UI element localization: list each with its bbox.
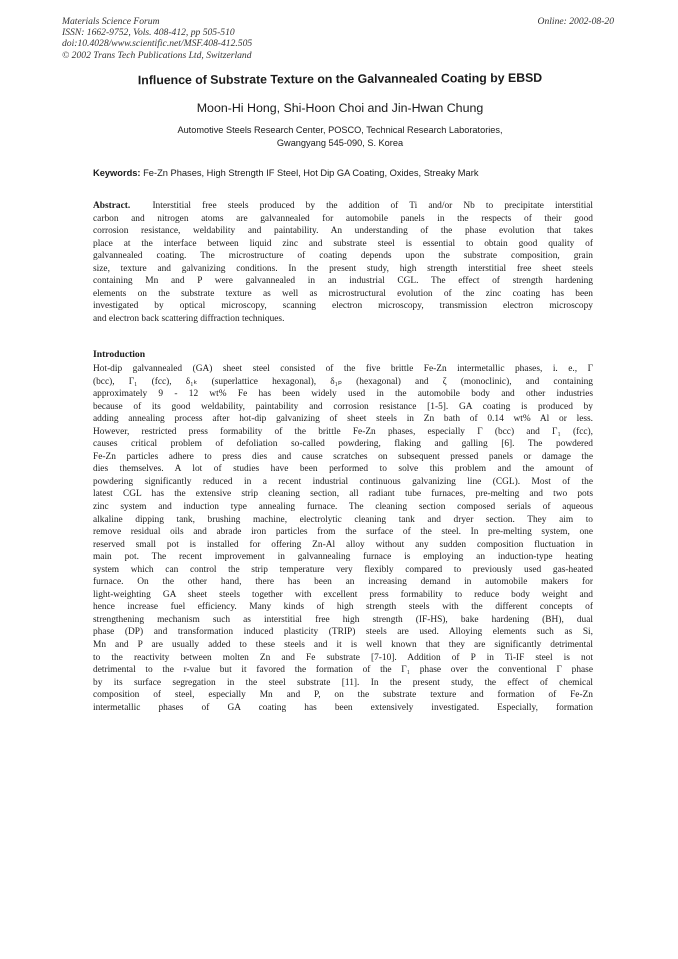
paper-title: Influence of Substrate Texture on the Galvannealed Coating by EBSD [137,70,543,88]
abstract-line-text: Interstitial free steels produced by the addition of Ti and/or Nb to precipitate interstitial [152,201,593,211]
intro-line: intermetallic phases of GA coating has been extensively investigated. Especially, formation [93,702,593,713]
journal-name: Materials Science Forum [62,16,160,27]
abstract [93,200,593,325]
abstract-line: investigated by optical microscopy, scanning electron microscopy, transmission electron microscopy [93,301,593,312]
intro-line: main pot. The recent improvement in galvannealing furnace is employing an induction-type heating [93,552,593,563]
intro-line: by its surface segregation in the steel substrate [11]. In the present study, the effect of chemical [93,677,593,688]
journal-header [62,16,252,61]
intro-line: remove residual oils and abrade iron particles from the surface of the steel. In pre-melting system, one [93,527,593,538]
affiliation-line: Gwangyang 545-090, S. Korea [276,137,404,148]
intro-line: Fe-Zn particles adhere to press dies and cause scratches on subsequent pressed panels or damage the [93,451,593,462]
introduction-body [93,363,593,714]
online-date: Online: 2002-08-20 [537,16,614,27]
intro-line: furnace. On the other hand, there has been an increasing demand in automobile makers for [93,577,593,588]
intro-line: approximately 9 - 12 wt% Fe has been widely used in the automobile body and other industries [93,389,593,400]
intro-line: dies themselves. A lot of studies have been performed to solve this problem and the amount of [93,464,593,475]
abstract-line: place at the interface between liquid zinc and substrate steel is essential to obtain good quality of [93,238,593,249]
abstract-line [93,200,593,213]
intro-line: reserved small pot is installed for offering Zn-Al alloy without any sudden composition fluctuation in [93,539,593,550]
affiliation [60,124,620,149]
intro-line: strengthening mechanism such as interstitial free high strength (IF-HS), bake hardening (BH), dual [93,614,593,625]
intro-line: adding annealing process after hot-dip galvanizing of sheet steels in Zn bath of 0.14 wt% Al or less. [93,414,593,425]
abstract-line: and electron back scattering diffraction techniques. [93,313,285,324]
intro-line: Mn and P are usually added to these steels and it is well known that they are significantly detrimental [93,640,593,651]
doi-line: doi:10.4028/www.scientific.net/MSF.408-412.505 [62,38,253,50]
abstract-label: Abstract. [93,201,131,211]
intro-line: to the reactivity between molten Zn and Fe substrate [7-10]. Addition of P in Ti-IF steel is not [93,652,593,663]
keywords-label: Keywords: [93,168,141,178]
intro-line: detrimental to the r-value but it favored the formation of the Γ₁ phase over the conventional Γ phase [93,665,593,676]
abstract-line: corrosion resistance, weldability and paintability. An understanding of the phase evolution that takes [93,226,593,237]
intro-line: zinc system and induction type annealing furnace. The cleaning section composed serials of aqueous [93,502,593,513]
abstract-line: size, texture and galvanizing conditions. In the present study, high strength interstitial free sheet steels [93,263,593,274]
issn-line: ISSN: 1662-9752, Vols. 408-412, pp 505-510 [62,27,235,39]
paper-authors: Moon-Hi Hong, Shi-Hoon Choi and Jin-Hwan Chung [196,101,484,115]
intro-line: because of its good weldability, paintability and corrosion resistance [1-5]. GA coating is produced by [93,401,593,412]
intro-line: powdering significantly reduced in a recent industrial continuous galvanizing line (CGL). Most of the [93,476,593,487]
copyright-line: © 2002 Trans Tech Publications Ltd, Switzerland [62,49,252,61]
intro-line: latest CGL has the extensive strip cleaning section, all radiant tube furnaces, pre-melting and two pots [93,489,593,500]
keywords [93,168,478,178]
intro-line: phase (DP) and transformation induced plasticity (TRIP) steels are used. Alloying elements such as Si, [93,627,593,638]
intro-line: hence increase fuel efficiency. Many kinds of high strength steels with the different concepts of [93,602,593,613]
intro-line: system which can control the strip temperature very flexibly compared to previously used gas-heated [93,564,593,575]
intro-line: (bcc), Γ₁ (fcc), δ₁ₖ (superlattice hexagonal), δ₁ₚ (hexagonal) and ζ (monoclinic), and containing [93,376,593,387]
intro-line: causes critical problem of defoliation so-called powdering, flaking and galling [6]. The powdered [93,439,593,450]
intro-line: light-weighting GA sheet steels together with excellent press formability to reduce body weight and [93,589,593,600]
keywords-text: Fe-Zn Phases, High Strength IF Steel, Hot Dip GA Coating, Oxides, Streaky Mark [143,168,479,178]
intro-line: alkaline dipping tank, brushing machine, electrolytic cleaning tank and dryer section. They aim to [93,514,593,525]
section-heading-introduction: Introduction [93,349,146,360]
intro-line: Hot-dip galvannealed (GA) sheet steel consisted of the five brittle Fe-Zn intermetallic phases, i. e., Γ [93,364,593,374]
abstract-line: carbon and nitrogen atoms are galvannealed for automobile panels in the respects of their good [93,213,593,224]
intro-line: composition of steel, especially Mn and P, on the substrate texture and formation of Fe-Zn [93,690,593,701]
abstract-line: containing Mn and P were galvannealed in an industrial CGL. The effect of strength hardening [93,276,593,287]
intro-line: However, restricted press formability of the brittle Fe-Zn phases, especially Γ (bcc) and Γ₁ (fcc), [93,426,593,437]
abstract-line: elements on the substrate texture as well as microstructural evolution of the zinc coating has been [93,288,593,299]
abstract-line: galvannealed coating. The microstructure of coating depends upon the substrate composition, grain [93,251,593,262]
affiliation-line: Automotive Steels Research Center, POSCO, Technical Research Laboratories, [177,125,503,135]
